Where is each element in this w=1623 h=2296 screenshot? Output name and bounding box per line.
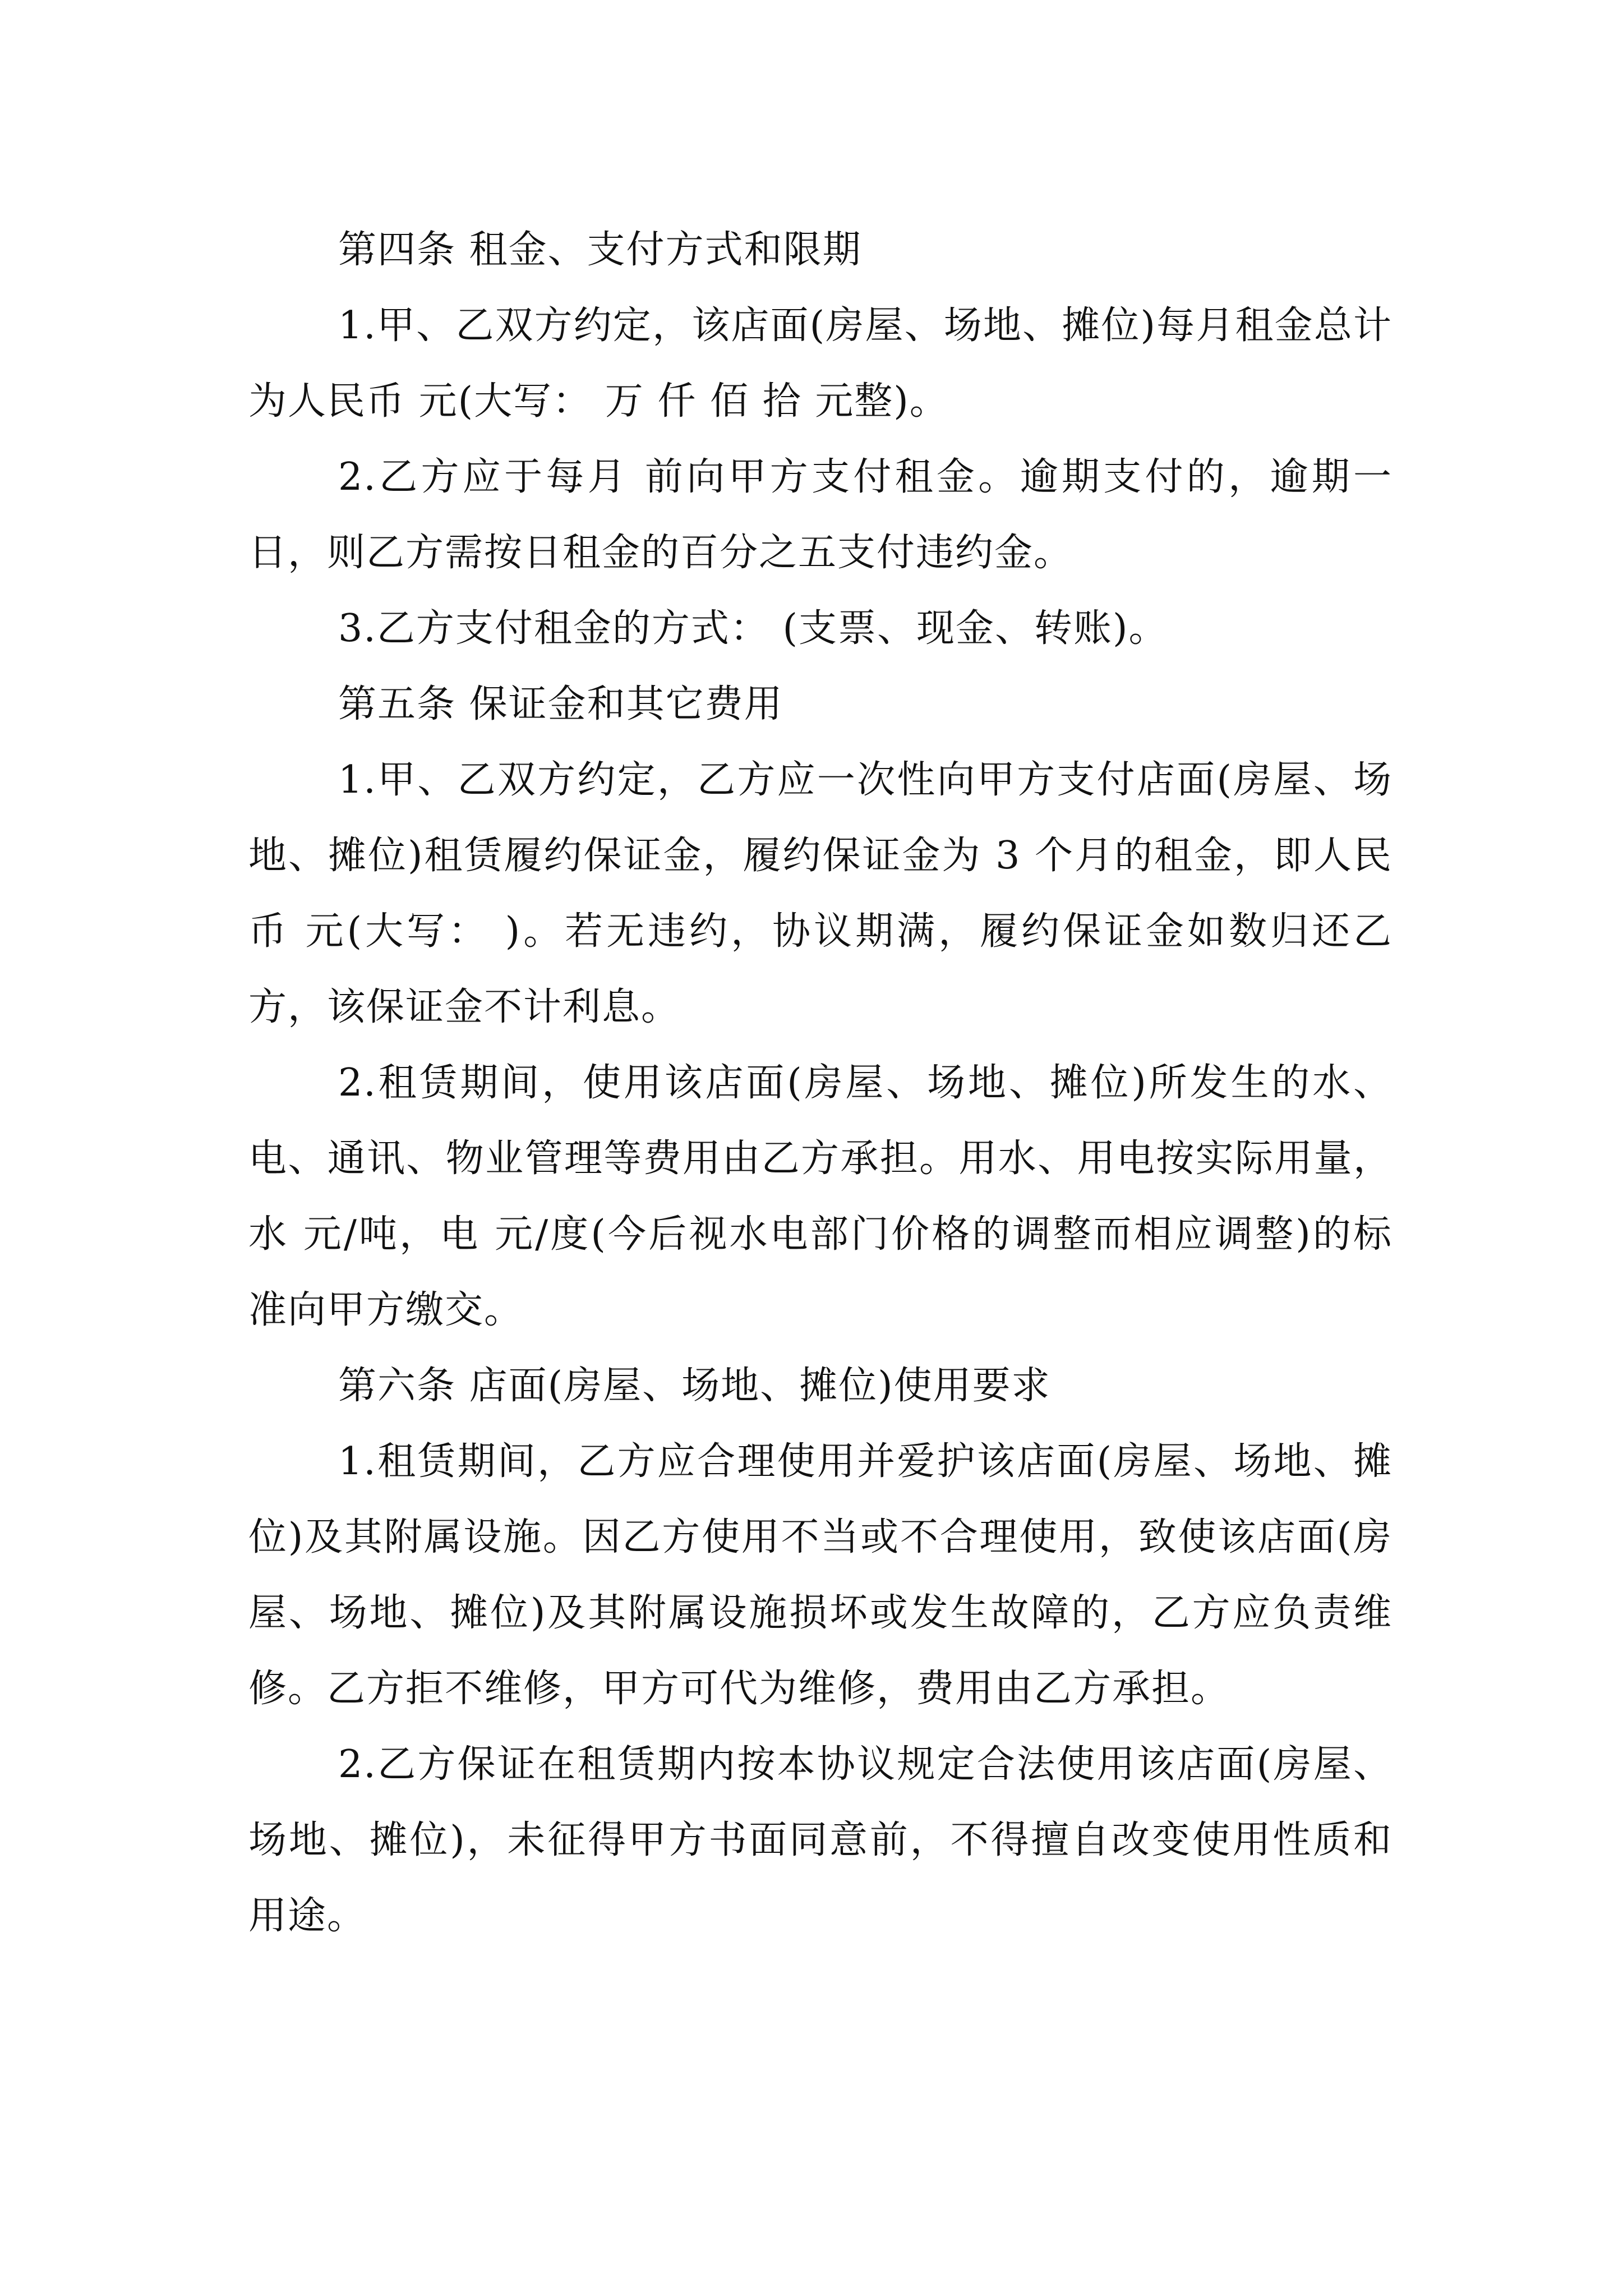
- clause-4-3: 3.乙方支付租金的方式： (支票、现金、转账)。: [338, 606, 1168, 651]
- clause-5-1: 1.甲、乙双方约定，乙方应一次性向甲方支付店面(房屋、场地、摊位)租赁履约保证金，履约保证金为 3 个月的租金，即人民币 元(大写： )。若无违约，协议期满，履约保证金如数归还乙方，该保证金不计利息。: [248, 758, 1393, 1029]
- clause-4-1: 1.甲、乙双方约定，该店面(房屋、场地、摊位)每月租金总计为人民币 元(大写： 万 仟 佰 拾 元整)。: [248, 303, 1393, 424]
- section-heading-5: 第五条 保证金和其它费用: [338, 682, 783, 726]
- clause-4-2: 2.乙方应于每月 前向甲方支付租金。逾期支付的，逾期一日，则乙方需按日租金的百分之五支付违约金。: [248, 455, 1393, 575]
- section-heading-6: 第六条 店面(房屋、场地、摊位)使用要求: [338, 1364, 1051, 1408]
- clause-6-1: 1.租赁期间，乙方应合理使用并爱护该店面(房屋、场地、摊位)及其附属设施。因乙方使用不当或不合理使用，致使该店面(房屋、场地、摊位)及其附属设施损坏或发生故障的，乙方应负责维修。乙方拒不维修，甲方可代为维修，费用由乙方承担。: [248, 1439, 1393, 1711]
- clause-5-2: 2.租赁期间，使用该店面(房屋、场地、摊位)所发生的水、电、通讯、物业管理等费用由乙方承担。用水、用电按实际用量，水 元/吨，电 元/度(今后视水电部门价格的调整而相应调整)的标准向甲方缴交。: [248, 1061, 1393, 1332]
- section-heading-4: 第四条 租金、支付方式和限期: [338, 228, 862, 272]
- clause-6-2: 2.乙方保证在租赁期内按本协议规定合法使用该店面(房屋、场地、摊位)，未征得甲方书面同意前，不得擅自改变使用性质和用途。: [248, 1742, 1393, 1938]
- document-body: [248, 212, 1393, 1954]
